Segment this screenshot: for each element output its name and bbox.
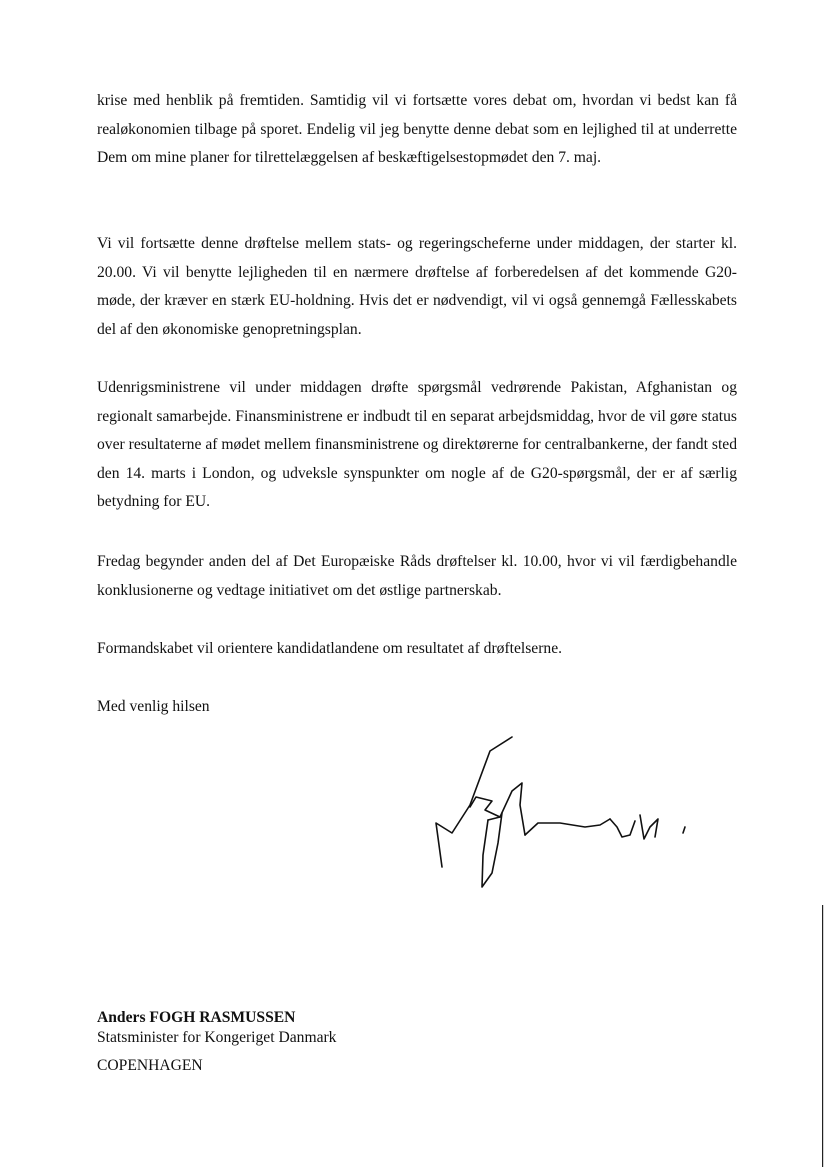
paragraph-4: Fredag begynder anden del af Det Europæiske Råds drøftelser kl. 10.00, hvor vi vil færdigbehandle konklusionerne og vedtage initiativet om det østlige partnerskab. (97, 553, 737, 599)
paragraph-2: Vi vil fortsætte denne drøftelse mellem stats- og regeringscheferne under middagen, der starter kl. 20.00. Vi vil benytte lejligheden til en nærmere drøftelse af forberedelsen af det kommende G20-møde, der kræver en stærk EU-holdning. Hvis det er nødvendigt, vil vi også gennemgå Fællesskabets del af den økonomiske genopretningsplan. (97, 235, 737, 338)
signatory-title: Statsminister for Kongeriget Danmark (97, 1029, 337, 1046)
closing-salutation: Med venlig hilsen (97, 698, 210, 715)
signatory-name: Anders FOGH RASMUSSEN (97, 1009, 296, 1026)
paragraph-1: krise med henblik på fremtiden. Samtidig vil vi fortsætte vores debat om, hvordan vi bedst kan få realøkonomien tilbage på sporet. Endelig vil jeg benytte denne debat som en lejlighed til at underrette Dem om mine planer for tilrettelæggelsen af beskæftigelsestopmødet den 7. maj. (97, 92, 737, 167)
paragraph-5: Formandskabet vil orientere kandidatlandene om resultatet af drøftelserne. (97, 640, 563, 657)
handwritten-signature (430, 735, 700, 895)
paragraph-3: Udenrigsministrene vil under middagen drøfte spørgsmål vedrørende Pakistan, Afghanistan og regionalt samarbejde. Finansministrene er indbudt til en separat arbejdsmiddag, hvor de vil gøre status over resultaterne af mødet mellem finansministrene og direktørerne for centralbankerne, der fandt sted den 14. marts i London, og udveksle synspunkter om nogle af de G20-spørgsmål, der er af særlig betydning for EU. (97, 379, 737, 511)
signatory-city: COPENHAGEN (97, 1057, 203, 1074)
